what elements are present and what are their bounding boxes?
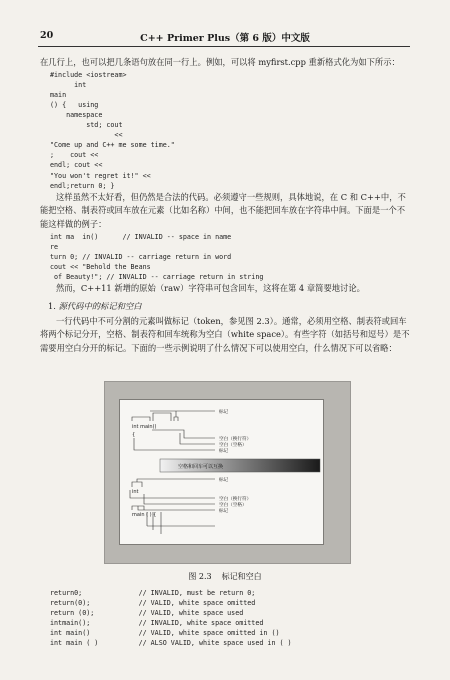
- figure-caption: [0, 571, 450, 582]
- raw-string-paragraph: 然而，C++11 新增的原始（raw）字符串可包含回车，这将在第 4 章简要地讨论。: [56, 282, 365, 293]
- label-token-4: 标记: [219, 509, 229, 514]
- banner-text: 空格和回车可以互换: [178, 464, 224, 470]
- bottom-code-line-2: main ( ) {: [132, 512, 157, 518]
- token-whitespace-diagram: [120, 400, 323, 544]
- caption-text: 标记和空白: [221, 572, 262, 581]
- top-code-line-2: {: [132, 432, 136, 438]
- bottom-code-line-1: int: [132, 489, 139, 495]
- label-ws-space-1: 空白（空格）: [219, 443, 247, 448]
- page-body: [40, 56, 412, 355]
- section-heading: [48, 299, 412, 314]
- label-token-3: 标记: [219, 478, 229, 483]
- figure-panel: [119, 399, 324, 545]
- code-block-return-examples-wrap: [40, 588, 292, 649]
- top-code-line-1: int main(): [132, 424, 157, 430]
- label-ws-newline-1: 空白（换行符）: [219, 437, 252, 442]
- bottom-brackets: [130, 479, 215, 534]
- header-rule: [38, 46, 410, 47]
- intro-paragraph: 在几行上，也可以把几条语句放在同一行上。例如，可以将 myfirst.cpp 重新格式化为如下所示：: [40, 57, 400, 67]
- rules-paragraph: 这样虽然不太好看，但仍然是合法的代码。必须遵守一些规则，具体地说，在 C 和 C++中，不能把空格、制表符或回车放在元素（比如名称）中间，也不能把回车放在字符串中间。下面是一个不能这样做的例子：: [40, 191, 406, 229]
- page-header: [40, 30, 410, 44]
- label-token-2: 标记: [219, 449, 229, 454]
- code-block-return-examples: return0; // INVALID, must be return 0; return(0); // VALID, white space omitted return (0); // VALID, white space used intmain(); // INVALID, white space omitted int main() // VALID, white space omitted in () int main ( ) // ALSO VALID, white space used in ( ): [50, 589, 292, 648]
- label-token-1: 标记: [219, 410, 229, 415]
- label-ws-space-2: 空白（空格）: [219, 503, 247, 508]
- token-paragraph: 一行代码中不可分割的元素叫做标记（token，参见图 2.3）。通常，必须用空格、制表符或回车将两个标记分开，空格、制表符和回车统称为空白（white space）。有些字符（如括号和逗号）是不需要用空白分开的标记。下面的一些示例说明了什么情况下可以使用空白，什么情况下可以省略：: [40, 315, 410, 353]
- top-brackets: [132, 411, 215, 450]
- section-number: 1.: [48, 300, 56, 311]
- code-block-reformatted: #include <iostream> int main () { using namespace std; cout << "Come up and C++ me some time." ; cout << endl; cout << "You won't regret it!" << endl;return 0; }: [50, 70, 175, 190]
- code-block-invalid: int ma in() // INVALID -- space in name re turn 0; // INVALID -- carriage return in word cout << "Behold the Beans of Beauty!"; // INVALID -- carriage return in string: [50, 232, 264, 281]
- figure-2-3: [104, 381, 351, 564]
- page-number: 20: [40, 30, 54, 41]
- caption-number: 图 2.3: [188, 572, 212, 581]
- section-title: 源代码中的标记和空白: [58, 300, 142, 311]
- label-ws-newline-2: 空白（换行符）: [219, 497, 252, 502]
- running-title: C++ Primer Plus（第 6 版）中文版: [140, 33, 310, 44]
